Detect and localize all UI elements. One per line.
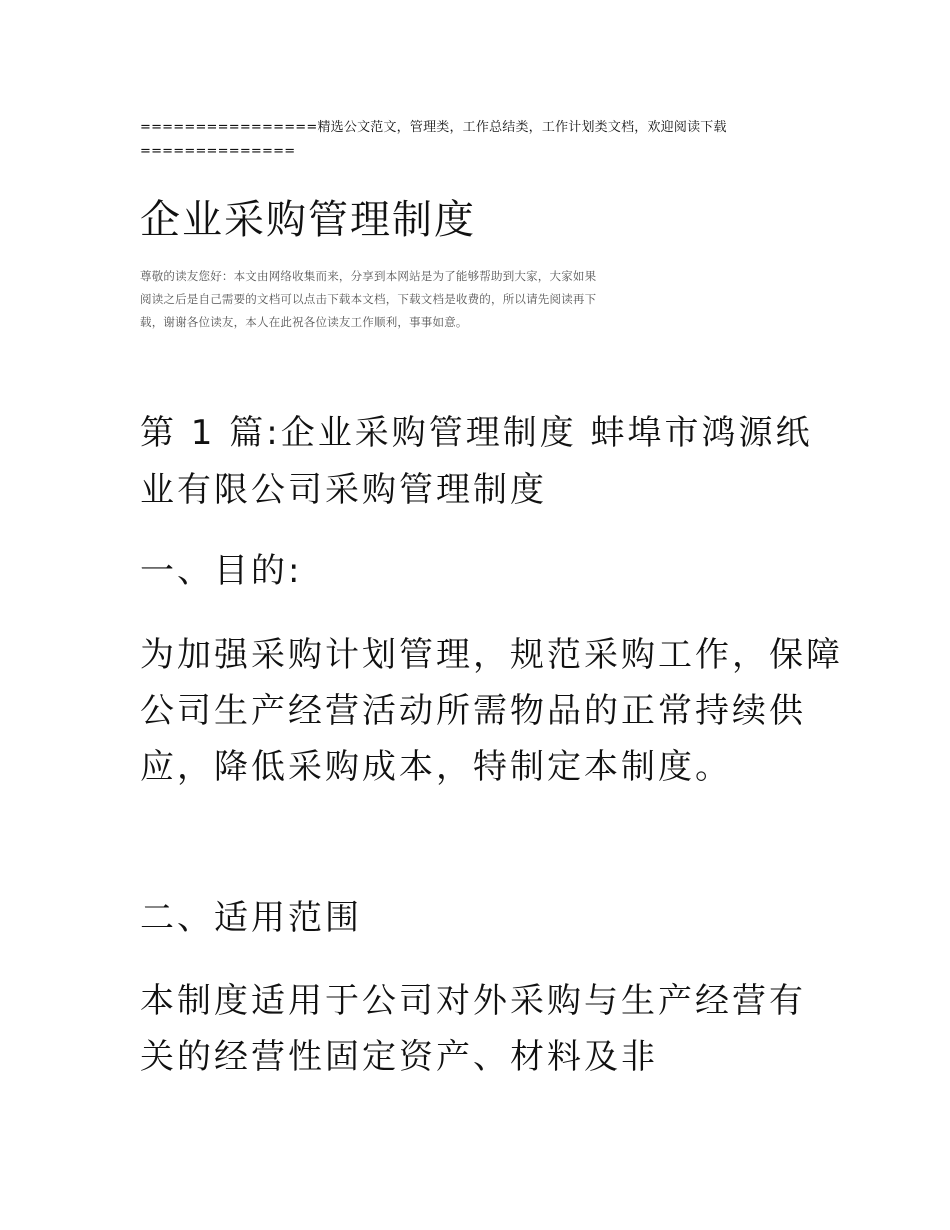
section-body-purpose: 为加强采购计划管理，规范采购工作，保障公司生产经营活动所需物品的正常持续供应，降低采购成本，特制定本制度。 (140, 635, 843, 787)
chapter-heading: 第 1 篇:企业采购管理制度 蚌埠市鸿源纸业有限公司采购管理制度 (140, 413, 813, 510)
section-heading-scope: 二、适用范围 (140, 898, 362, 938)
document-title: 企业采购管理制度 (140, 197, 476, 243)
section-heading-purpose: 一、目的: (140, 551, 303, 591)
section-body-scope: 本制度适用于公司对外采购与生产经营有关的经营性固定资产、材料及非 (140, 981, 806, 1077)
reader-notice: 尊敬的读友您好：本文由网络收集而来，分享到本网站是为了能够帮助到大家，大家如果阅读之后是自己需要的文档可以点击下载本文档，下载文档是收费的，所以请先阅读再下载，谢谢各位读友，本人在此祝各位读友工作顺利，事事如意。 (140, 269, 597, 329)
header-banner: ================精选公文范文，管理类，工作总结类，工作计划类文档，欢迎阅读下载============== (140, 120, 727, 159)
